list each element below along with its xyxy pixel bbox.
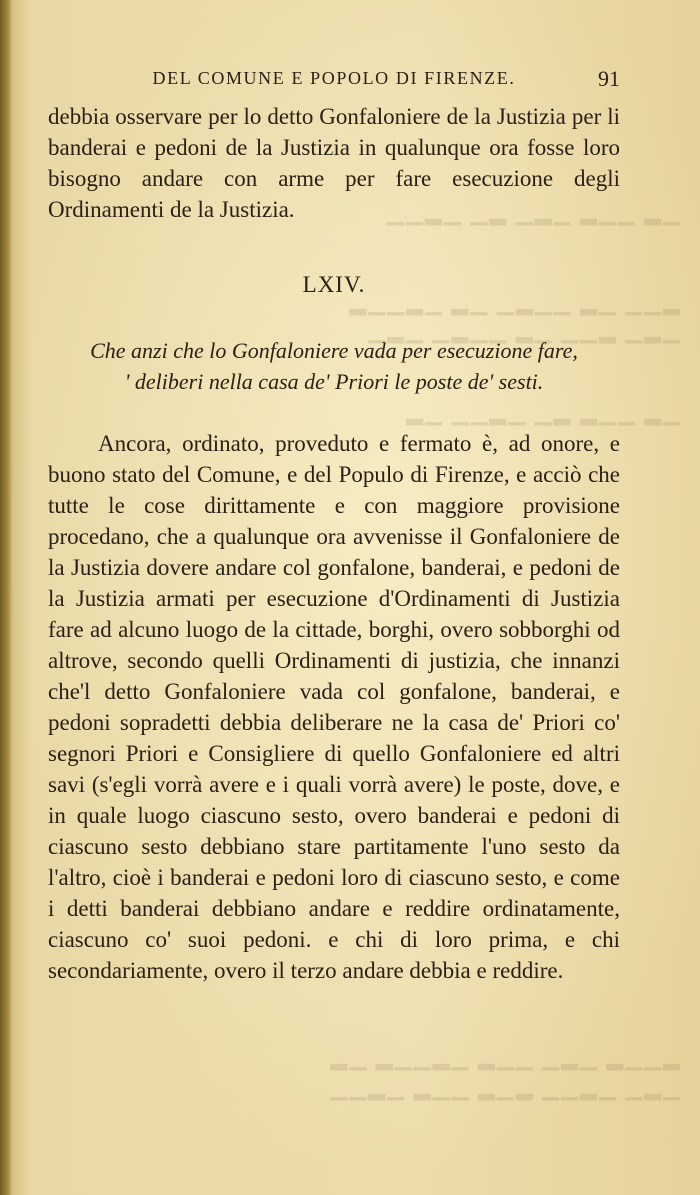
- rubric-line: ' deliberi nella casa de' Priori le poste de' sesti.: [124, 369, 544, 394]
- page-header: [48, 66, 620, 94]
- section-rubric: [48, 335, 620, 397]
- continued-paragraph: debbia osservare per lo detto Gonfaloniere de la Justizia per li banderai e pedoni de la Justizia in qualunque ora fosse loro bisogno andare con arme per fare esecuzione degli Ordinamenti de la Justizia.: [48, 104, 620, 222]
- section-number: LXIV.: [302, 272, 366, 297]
- running-head: DEL COMUNE E POPOLO DI FIRENZE.: [152, 68, 516, 88]
- bleed-through-line: ▁▂ ▁▁▂ ▂▁ ▁▂▁▁ ▁▂: [404, 400, 680, 425]
- bleed-through-line: ▂▁▁▂ ▁▂▁ ▁▁▂ ▁▂▁▁▂ ▁▂: [328, 1045, 680, 1070]
- page-number: 91: [598, 66, 620, 91]
- bleed-through-line: ▁▂▁ ▂▁▁ ▁▂ ▁▁▂▁ ▁▂▁: [366, 318, 680, 343]
- bleed-through-line: ▁▂▁ ▁▂▁▁ ▂▁▂ ▁▁▂ ▁▂▁▁: [328, 1075, 680, 1100]
- rubric-line: Che anzi che lo Gonfaloniere vada per esecuzione fare,: [90, 338, 578, 363]
- bleed-through-line: ▂▁▁ ▁▂ ▁▁▂▁ ▁▂ ▁▂▁▁▂: [347, 290, 680, 315]
- book-spine-shadow: [0, 0, 12, 1195]
- bleed-through-line: ▁▂ ▁▁▂ ▁▂▁ ▂▁ ▁▂▁▁: [385, 200, 680, 225]
- main-paragraph: Ancora, ordinato, proveduto e fermato è, ad onore, e buono stato del Comune, e del Populo di Firenze, e acciò che tutte le cose dirittamente e con maggiore provisione procedano, che a qualunque ora avvenisse il Gonfaloniere de la Justizia dovere andare col gonfalone, banderai, e pedoni de la Justizia armati per esecuzione d'Ordinamenti di Justizia fare ad alcuno luogo de la cittade, borghi, overo sobborghi od altrove, secondo quelli Ordinamenti di justizia, che innanzi che'l detto Gonfaloniere vada col gonfalone, banderai, e pedoni sopradetti debbia deliberare ne la casa de' Priori co' segnori Priori e Consigliere di quello Gonfaloniere ed altri savi (s'egli vorrà avere e i quali vorrà avere) le poste, dove, e in quale luogo ciascuno sesto, overo banderai e pedoni di ciascuno sesto debbiano stare partitamente l'uno sesto da l'altro, cioè i banderai e pedoni loro di ciascuno sesto, e come i detti banderai debbiano andare e reddire ordinatamente, ciascuno co' suoi pedoni. e chi di loro prima, e chi secondariamente, overo il terzo andare debbia e reddire.: [48, 431, 620, 983]
